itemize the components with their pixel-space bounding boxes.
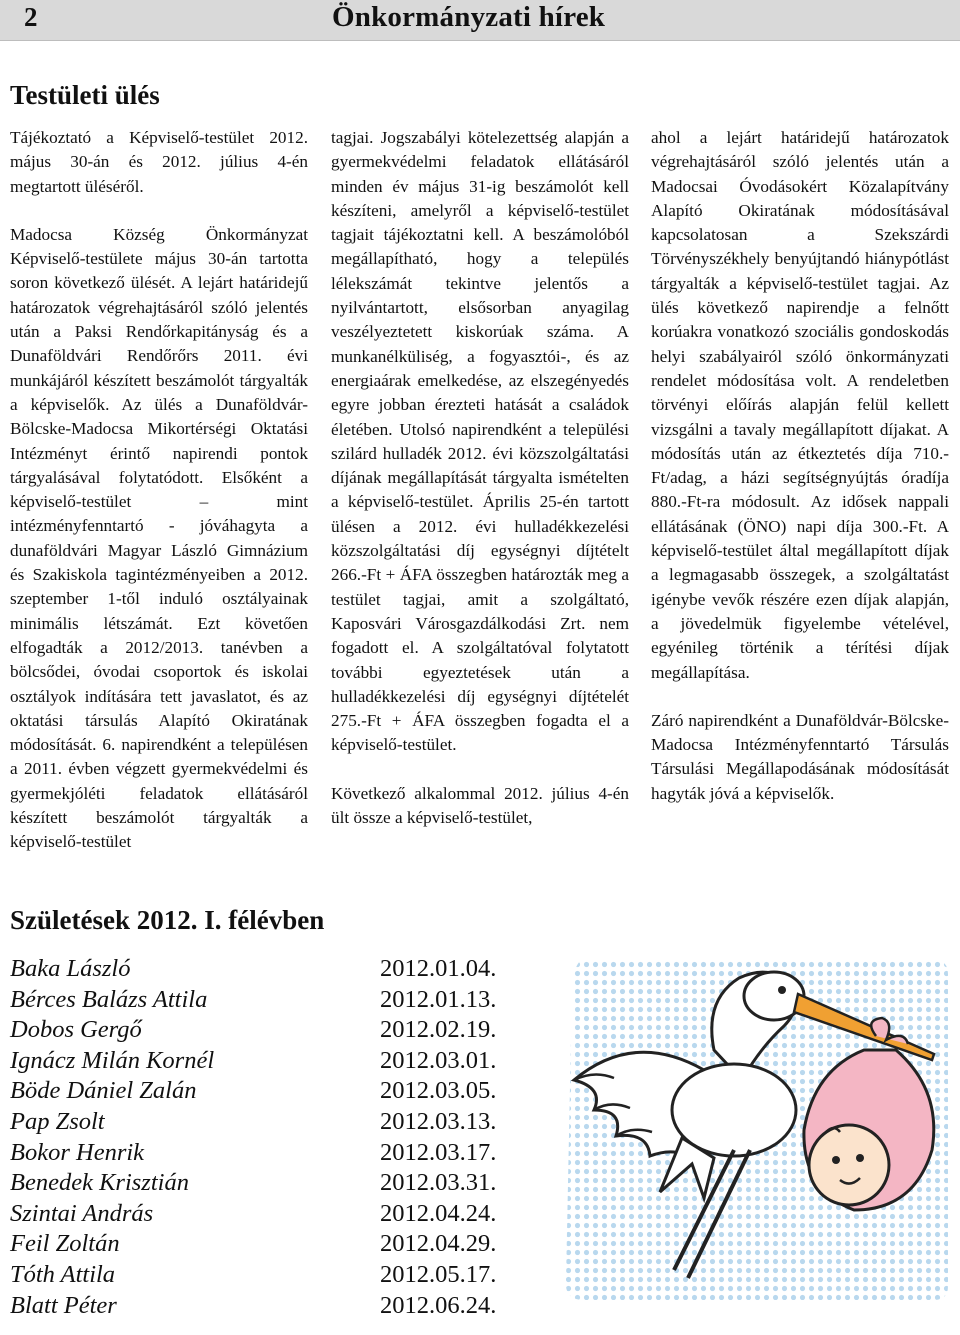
birth-date: 2012.03.05.: [380, 1077, 497, 1105]
birth-name: Tóth Attila: [10, 1260, 116, 1288]
article-paragraph: Záró napirendként a Dunaföldvár-Bölcske-Madocsa Intézményfenntartó Társulás Társulási Megállapodásának módosítását hagyták jóvá a képviselők.: [651, 710, 949, 803]
birth-entry: [10, 955, 530, 986]
birth-entry: [10, 1230, 530, 1261]
birth-entry: [10, 1077, 530, 1108]
birth-name: Blatt Péter: [10, 1291, 117, 1319]
birth-date: 2012.01.13.: [380, 985, 497, 1013]
birth-name: Dobos Gergő: [10, 1016, 142, 1044]
birth-entry: [10, 1292, 530, 1323]
birth-entry: [10, 1139, 530, 1170]
article-column-1: [10, 126, 308, 855]
birth-entry: [10, 1047, 530, 1078]
birth-name: Bokor Henrik: [10, 1138, 145, 1166]
birth-date: 2012.04.29.: [380, 1230, 497, 1258]
birth-name: Bérces Balázs Attila: [10, 985, 208, 1013]
baby-eye: [832, 1156, 840, 1164]
birth-date: 2012.04.24.: [380, 1199, 497, 1227]
birth-name: Feil Zoltán: [10, 1230, 120, 1258]
article-title: Testületi ülés: [10, 80, 160, 110]
article-column-3: [651, 126, 949, 806]
page-header: [0, 0, 960, 41]
page-number: 2: [24, 2, 38, 32]
birth-date: 2012.03.13.: [380, 1107, 497, 1135]
birth-entry: [10, 1108, 530, 1139]
section-header-title: Önkormányzati hírek: [332, 1, 606, 33]
birth-entry: [10, 986, 530, 1017]
baby-eye: [856, 1154, 864, 1162]
birth-entry: [10, 1261, 530, 1292]
birth-name: Pap Zsolt: [10, 1107, 105, 1135]
baby-face: [809, 1125, 889, 1205]
birth-name: Szintai András: [10, 1199, 154, 1227]
article-paragraph: Madocsa Község Önkormányzat Képviselő-testülete május 30-án tartotta soron következő ülését. A lejárt határidejű határozatok végrehajtásáról szóló jelentés után a Paksi Rendőrkapitányság és a Dunaföldvári Rendőrőrs 2011. évi munkájáról készített beszámolót tárgyalták a képviselők. Az ülés a Dunaföldvár-Bölcske-Madocsa Mikortérségi Oktatási Intézményt érintő napirendi pontok tárgyalásával folytatódott. Elsőként a képviselő-testület – mint intézményfenntartó - jóváhagyta a dunaföldvári Magyar László Gimnázium és Szakiskola tagintézményeiben a 2012. szeptember 1-től induló osztályainak minimális létszámát. Ezt követően elfogadták a 2012/2013. tanévben a bölcsődei, óvodai csoportok és iskolai osztályok indítására tett javaslatot, és az oktatási társulás Alapító Okiratának módosítását. 6. napirendként a településen a 2011. évben végzett gyermekvédelmi és gyermekjóléti feladatok ellátásáról készített beszámolót tárgyalták a képviselő-testület: [10, 224, 308, 852]
birth-name: Benedek Krisztián: [10, 1169, 189, 1197]
birth-entry: [10, 1016, 530, 1047]
birth-date: 2012.03.17.: [380, 1138, 497, 1166]
birth-entry: [10, 1200, 530, 1231]
births-list: [10, 955, 530, 1322]
article-column-2: [331, 126, 629, 830]
article-paragraph: ahol a lejárt határidejű határozatok végrehajtásáról szóló jelentés után a Madocsai Óvodásokért Közalapítvány Alapító Okiratának módosításával kapcsolatosan a Szekszárdi Törvényszékhely benyújtandó hiánypótlást tárgyalták a képviselő-testület tagjai. Az ülés következő napirendje a felnőtt korúakra vonatkozó szociális gondoskodás helyi szabályairól szóló önkormányzati rendelet módosítása volt. A rendeletben törvényi előírás alapján felül kellett vizsgálni a tavaly megállapított díjakat. A módosítás után az étkeztetés díja 710.-Ft/adag, a házi segítségnyújtás óradíja 880.-Ft-ra módosult. Az idősek nappali ellátásának (ÖNO) napi díja 300.-Ft. A képviselő-testület által megállapított díjak a legmagasabb összegek, a szolgáltatást igénybe vevők részére ezen díjak alapján, a jövedelmük figyelembe vételével, egyénileg történik a térítési díjak megállapítása.: [651, 128, 949, 682]
birth-entry: [10, 1169, 530, 1200]
birth-name: Baka László: [10, 955, 131, 982]
article-paragraph: Következő alkalommal 2012. július 4-én ült össze a képviselő-testület,: [331, 783, 629, 828]
birth-date: 2012.01.04.: [380, 955, 497, 982]
birth-date: 2012.03.01.: [380, 1046, 497, 1074]
article-paragraph: tagjai. Jogszabályi kötelezettség alapján a gyermekvédelmi feladatok ellátásáról minden év május 31-ig beszámolót kell készíteni, amelyről a képviselő-testület tagjait tájékoztatni kell. A beszámolóból megállapítható, hogy a település lélekszámát tekintve jelentős a nyilvántartott, elsősorban anyagilag veszélyeztetett kiskorúak száma. A munkanélküliség, a fogyasztói-, és az energiaárak emelkedése, az elszegényedés egyre jobban érezteti hatását a családok életében. Utolsó napirendként a települési szilárd hulladék 2012. évi közszolgáltatási díjának megállapítását tárgyalta ismételten a képviselő-testület. Április 25-én tartott ülésen a 2012. évi hulladékkezelési közszolgáltatási díj egységnyi díjtételt 266.-Ft + ÁFA összegben határozták meg a testület tagjai, amit a szolgáltató, Kaposvári Városgazdálkodási Zrt. nem fogadott el. A szolgáltatóval folytatott további egyeztetések után a hulladékkezelési díj egységnyi díjtételét 275.-Ft + ÁFA összegben fogadta el a képviselő-testület.: [331, 128, 629, 755]
births-title: Születések 2012. I. félévben: [10, 905, 325, 935]
birth-date: 2012.05.17.: [380, 1260, 497, 1288]
birth-name: Böde Dániel Zalán: [10, 1077, 197, 1105]
stork-eye: [778, 986, 786, 994]
article-paragraph: Tájékoztató a Képviselő-testület 2012. május 30-án és 2012. július 4-én megtartott üléséről.: [10, 128, 308, 196]
birth-date: 2012.02.19.: [380, 1016, 497, 1044]
stork-with-baby-icon: [564, 960, 948, 1300]
birth-date: 2012.03.31.: [380, 1169, 497, 1197]
birth-date: 2012.06.24.: [380, 1291, 497, 1319]
birth-name: Ignácz Milán Kornél: [10, 1046, 215, 1074]
